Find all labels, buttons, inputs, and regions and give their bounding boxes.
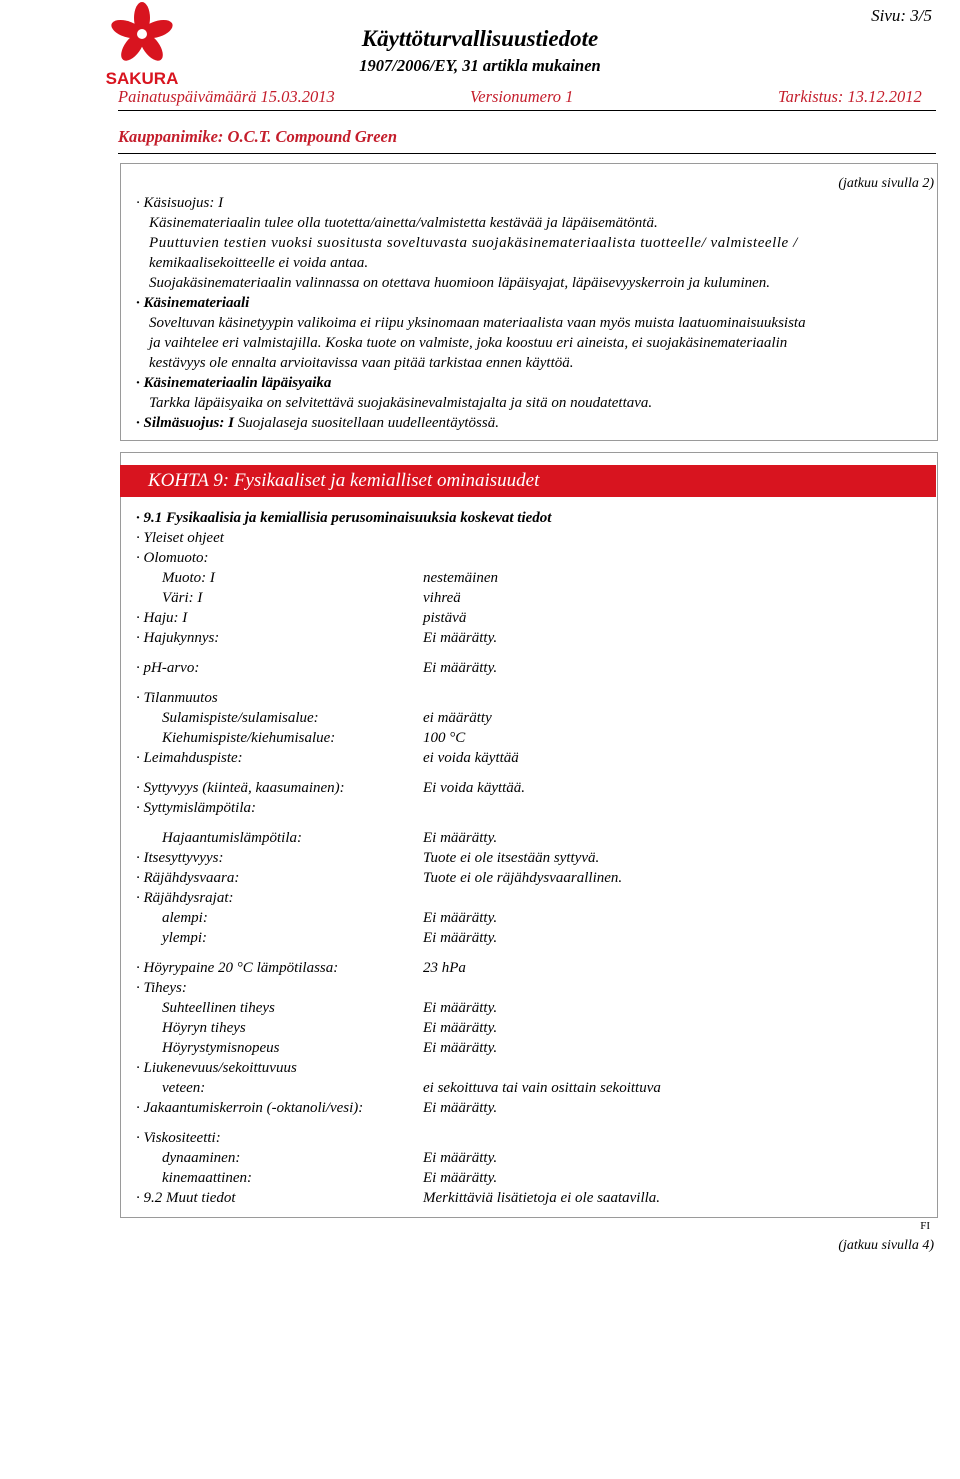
property-label: Muoto: I bbox=[162, 570, 215, 586]
property-label: veteen: bbox=[162, 1080, 206, 1096]
property-value: Ei määrätty. bbox=[423, 1000, 498, 1016]
property-value: Ei määrätty. bbox=[423, 1100, 498, 1116]
continued-to: (jatkuu sivulla 4) bbox=[838, 1238, 934, 1253]
property-label: · Liukenevuus/sekoittuvuus bbox=[136, 1060, 297, 1076]
property-label: · Höyrypaine 20 °C lämpötilassa: bbox=[136, 960, 339, 976]
property-label: · Leimahduspiste: bbox=[136, 750, 243, 766]
property-value: Tuote ei ole itsestään syttyvä. bbox=[423, 850, 600, 866]
eye-protection-text: Suojalaseja suositellaan uudelleentäytössä. bbox=[233, 415, 499, 431]
box-line: kestävyys ole ennalta arvioitavissa vaan pitää tarkistaa ennen käyttöä. bbox=[149, 355, 574, 371]
property-label: kinemaattinen: bbox=[162, 1170, 252, 1186]
property-label: dynaaminen: bbox=[162, 1150, 241, 1166]
property-value: 23 hPa bbox=[423, 960, 466, 976]
box-line: Soveltuvan käsinetyypin valikoima ei riipu yksinomaan materiaalista vaan myös muista laatuominaisuuksista bbox=[149, 315, 806, 331]
property-label: Suhteellinen tiheys bbox=[162, 1000, 275, 1016]
box-line: Suojakäsinemateriaalin valinnassa on otettava huomioon läpäisyajat, läpäisevyyskerroin ja kuluminen. bbox=[149, 275, 771, 291]
document-title: Käyttöturvallisuustiedote bbox=[361, 26, 599, 51]
property-value: Merkittäviä lisätietoja ei ole saatavilla. bbox=[423, 1190, 661, 1206]
property-label: · Itsesyttyvyys: bbox=[136, 850, 224, 866]
property-label: · Tilanmuutos bbox=[136, 690, 218, 706]
property-label: · Yleiset ohjeet bbox=[136, 530, 224, 546]
box-line: Tarkka läpäisyaika on selvitettävä suojakäsinevalmistajalta ja sitä on noudatettava. bbox=[149, 395, 653, 411]
property-value: Ei määrätty. bbox=[423, 630, 498, 646]
property-label: Hajaantumislämpötila: bbox=[162, 830, 303, 846]
property-label: · Jakaantumiskerroin (-oktanoli/vesi): bbox=[136, 1100, 364, 1116]
version-number: Versionumero 1 bbox=[470, 87, 574, 106]
property-value: Ei määrätty. bbox=[423, 1040, 498, 1056]
property-label: · 9.2 Muut tiedot bbox=[136, 1190, 236, 1206]
property-label: Höyrystymisnopeus bbox=[162, 1040, 280, 1056]
property-value: nestemäinen bbox=[423, 570, 498, 586]
property-label: Kiehumispiste/kiehumisalue: bbox=[162, 730, 336, 746]
property-value: Ei määrätty. bbox=[423, 1170, 498, 1186]
box-line: kemikaalisekoitteelle ei voida antaa. bbox=[149, 255, 369, 271]
continued-from: (jatkuu sivulla 2) bbox=[838, 176, 934, 191]
property-value: Ei määrätty. bbox=[423, 910, 498, 926]
property-label: · 9.1 Fysikaalisia ja kemiallisia perusominaisuuksia koskevat tiedot bbox=[136, 510, 552, 526]
property-value: Ei määrätty. bbox=[423, 830, 498, 846]
property-label: · Hajukynnys: bbox=[136, 630, 220, 646]
property-value: Ei määrätty. bbox=[423, 660, 498, 676]
property-value: Ei määrätty. bbox=[423, 1150, 498, 1166]
document-subtitle: 1907/2006/EY, 31 artikla mukainen bbox=[359, 56, 601, 75]
property-label: ylempi: bbox=[162, 930, 207, 946]
property-label: alempi: bbox=[162, 910, 208, 926]
property-value: Ei määrätty. bbox=[423, 1020, 498, 1036]
header-divider bbox=[118, 110, 936, 111]
property-label: · Räjähdysvaara: bbox=[136, 870, 240, 886]
eye-protection-line bbox=[136, 413, 936, 433]
box-line: · Käsinemateriaali bbox=[136, 295, 250, 311]
property-label: · Viskositeetti: bbox=[136, 1130, 221, 1146]
property-label: Höyryn tiheys bbox=[162, 1020, 246, 1036]
eye-protection-label: · Silmäsuojus: I bbox=[136, 415, 234, 431]
property-value: ei voida käyttää bbox=[423, 750, 519, 766]
section-title: KOHTA 9: Fysikaaliset ja kemialliset ominaisuudet bbox=[148, 470, 540, 491]
property-value: ei määrätty bbox=[423, 710, 492, 726]
trade-name: Kauppanimike: O.C.T. Compound Green bbox=[118, 127, 398, 146]
logo-text: SAKURA bbox=[105, 69, 179, 88]
box-line: Käsinemateriaalin tulee olla tuotetta/ainetta/valmistetta kestävää ja läpäisemätöntä. bbox=[149, 215, 658, 231]
property-value: pistävä bbox=[423, 610, 467, 626]
property-value: Ei määrätty. bbox=[423, 930, 498, 946]
property-label: · Tiheys: bbox=[136, 980, 187, 996]
property-label: · Haju: I bbox=[136, 610, 188, 626]
property-label: · Syttymislämpötila: bbox=[136, 800, 256, 816]
property-label: · pH-arvo: bbox=[136, 660, 200, 676]
property-value: 100 °C bbox=[423, 730, 466, 746]
property-value: Tuote ei ole räjähdysvaarallinen. bbox=[423, 870, 623, 886]
property-value: ei sekoittuva tai vain osittain sekoittuva bbox=[423, 1080, 661, 1096]
property-label: Väri: I bbox=[162, 590, 203, 606]
property-value: vihreä bbox=[423, 590, 461, 606]
property-label: · Räjähdysrajat: bbox=[136, 890, 234, 906]
property-label: · Olomuoto: bbox=[136, 550, 209, 566]
box-line: ja vaihtelee eri valmistajilla. Koska tuote on valmiste, joka koostuu eri aineista, ei suojakäsinemateriaalin bbox=[149, 335, 788, 351]
print-date: Painatuspäivämäärä 15.03.2013 bbox=[118, 87, 335, 106]
property-value: Ei voida käyttää. bbox=[423, 780, 526, 796]
box-line: · Käsinemateriaalin läpäisyaika bbox=[136, 375, 332, 391]
property-label: Sulamispiste/sulamisalue: bbox=[162, 710, 319, 726]
trade-divider bbox=[118, 153, 936, 154]
box-line: Puuttuvien testien vuoksi suositusta soveltuvasta suojakäsinemateriaalista tuotteelle/ valmisteelle / bbox=[149, 235, 798, 251]
revision-date: Tarkistus: 13.12.2012 bbox=[778, 87, 922, 106]
language-code: FI bbox=[920, 1220, 930, 1232]
property-label: · Syttyvyys (kiinteä, kaasumainen): bbox=[136, 780, 345, 796]
page-number: Sivu: 3/5 bbox=[871, 6, 932, 25]
box-line: · Käsisuojus: I bbox=[136, 195, 224, 211]
